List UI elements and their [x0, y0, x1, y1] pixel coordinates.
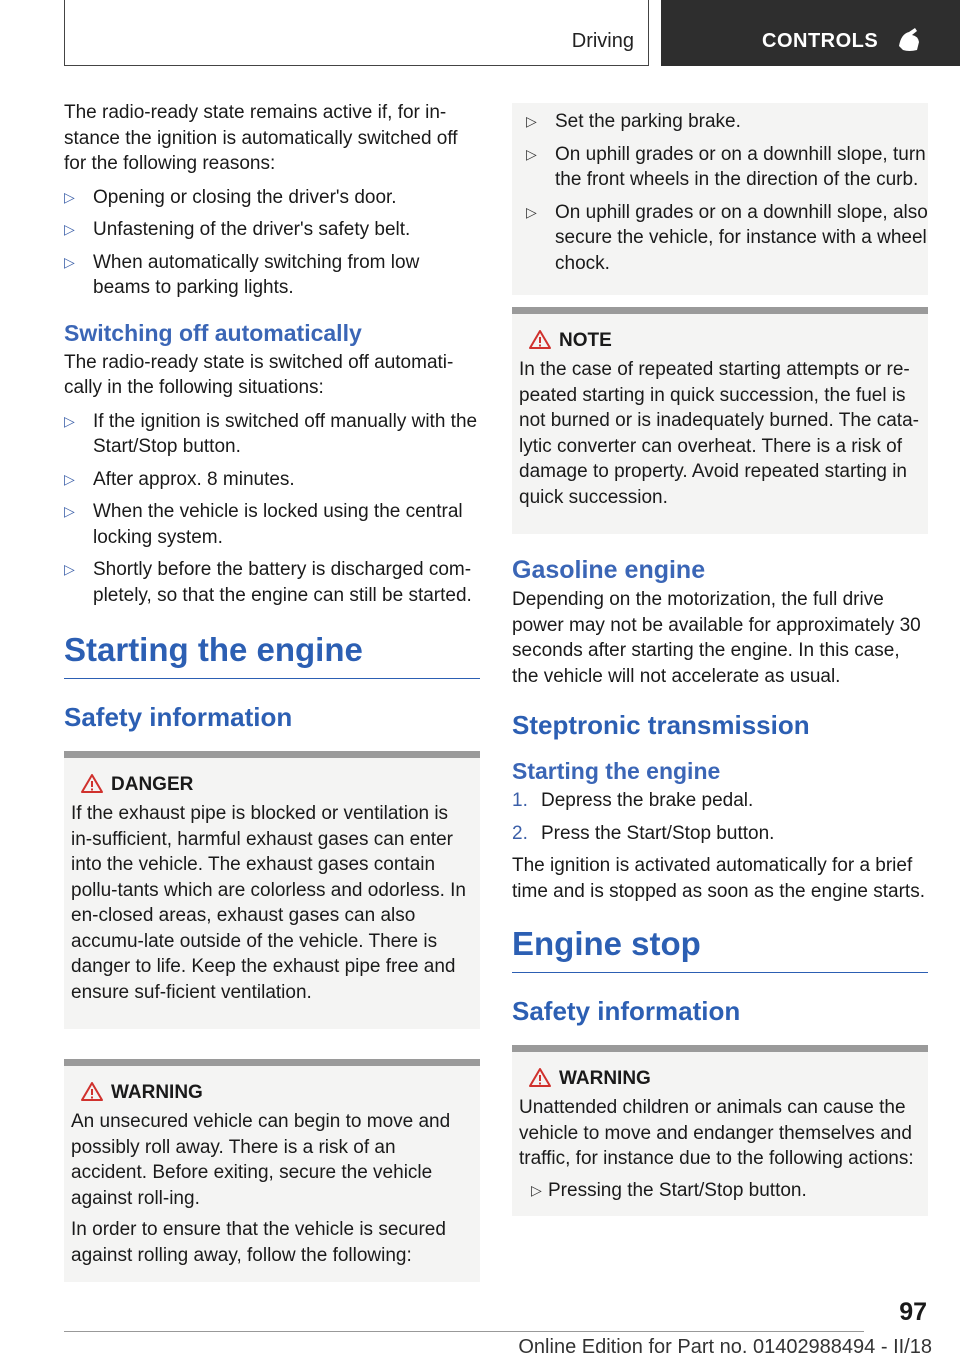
safety-information-heading: Safety information [64, 702, 293, 732]
warning-list [519, 1178, 921, 1204]
list-item: ▷ Unfastening of the driver's safety belt. [64, 217, 480, 243]
danger-label: DANGER [111, 774, 194, 795]
note-label: NOTE [559, 330, 612, 351]
danger-text: If the exhaust pipe is blocked or ventilation is in-sufficient, harmful exhaust gases can enter into the vehicle. The exhaust gases contain pollu-tants which are colorless and odorless. In en-closed areas, exhaust gases can also accumu-late outside of the vehicle. There is danger to life. Keep the exhaust pipe free and ensure suf-ficient ventilation. [71, 803, 466, 1003]
list-item: ▷ Shortly before the battery is discharged com-pletely, so that the engine can still be started. [64, 557, 480, 608]
left-column [64, 100, 480, 1282]
gasoline-engine-heading: Gasoline engine [512, 556, 706, 584]
list-item: ▷ On uphill grades or on a downhill slope, turn the front wheels in the direction of the curb. [526, 142, 928, 193]
step-number: 1. [512, 790, 528, 811]
page-number: 97 [899, 1298, 927, 1326]
warning-header [519, 1066, 921, 1091]
starting-engine-subheading: Starting the engine [512, 758, 721, 784]
note-box [512, 307, 928, 534]
list-item: ▷ Set the parking brake. [526, 109, 928, 135]
intro-list [64, 185, 480, 301]
header-chapter-label: CONTROLS [762, 30, 879, 52]
list-item: ▷ On uphill grades or on a downhill slope, also secure the vehicle, for instance with a wheel chock. [526, 200, 928, 277]
note-text: In the case of repeated starting attempts or re-peated starting in quick succession, the fuel is not burned or is inadequately burned. The cata-lytic converter can overheat. There is a risk of damage to property. Avoid repeated starting in quick succession. [519, 359, 919, 508]
footer-divider [64, 1331, 864, 1332]
warning-triangle-icon [528, 329, 552, 350]
warning-text: Unattended children or animals can cause the vehicle to move and endanger themselves and traffic, for instance due to the following actions: [519, 1097, 914, 1169]
footer-edition: Online Edition for Part no. 01402988494 - II/18 [518, 1336, 932, 1358]
warning-box [64, 1059, 480, 1282]
warning-triangle-icon [528, 1067, 552, 1088]
list-item: ▷ After approx. 8 minutes. [64, 467, 480, 493]
list-item [512, 821, 928, 847]
warning-triangle-icon [80, 1081, 104, 1102]
step-text: Depress the brake pedal. [541, 790, 754, 811]
list-item: ▷ When the vehicle is locked using the central locking system. [64, 499, 480, 550]
warning-continuation-box [512, 103, 928, 295]
warning-label: WARNING [559, 1068, 651, 1089]
steptronic-heading: Steptronic transmission [512, 710, 810, 740]
warning-text: In order to ensure that the vehicle is secured against rolling away, follow the following: [71, 1219, 446, 1266]
safety-information-heading: Safety information [512, 996, 741, 1026]
gasoline-engine-text: Depending on the motorization, the full drive power may not be available for approximately 30 seconds after starting the engine. In this case, the vehicle will not accelerate as usual. [512, 589, 921, 687]
starting-engine-title: Starting the engine [64, 630, 480, 679]
list-item: ▷ Opening or closing the driver's door. [64, 185, 480, 211]
list-item [512, 788, 928, 814]
list-item: ▷ When automatically switching from low beams to parking lights. [64, 250, 480, 301]
right-column [512, 103, 928, 1216]
steering-hand-icon [895, 24, 925, 54]
switching-off-list [64, 409, 480, 609]
warning-triangle-icon [80, 773, 104, 794]
warning-header [71, 1080, 473, 1105]
warning-label: WARNING [111, 1082, 203, 1103]
switching-off-text: The radio-ready state is switched off automati-cally in the following situations: [64, 351, 454, 398]
ignition-text: The ignition is activated automatically for a brief time and is stopped as soon as the engine starts. [512, 855, 925, 902]
danger-header [71, 772, 473, 797]
header-section-label: Driving [571, 30, 634, 52]
list-item: ▷ Pressing the Start/Stop button. [519, 1178, 921, 1204]
engine-stop-title: Engine stop [512, 924, 928, 973]
step-number: 2. [512, 822, 528, 844]
warning-box [512, 1045, 928, 1216]
warning-text: An unsecured vehicle can begin to move and possibly roll away. There is a risk of an accident. Before exiting, secure the vehicle against roll-ing. [71, 1111, 451, 1209]
warning-continuation-list [526, 107, 928, 276]
intro-text: The radio-ready state remains active if, for in-stance the ignition is automatically switched off for the following reasons: [64, 102, 458, 174]
header-chapter-tab [661, 0, 960, 66]
note-header [519, 328, 921, 353]
danger-box [64, 751, 480, 1029]
step-text: Press the Start/Stop button. [541, 822, 775, 844]
list-item: ▷ If the ignition is switched off manually with the Start/Stop button. [64, 409, 480, 460]
switching-off-heading: Switching off automatically [64, 319, 362, 346]
starting-steps [512, 788, 928, 846]
header-section-tab [64, 0, 649, 66]
